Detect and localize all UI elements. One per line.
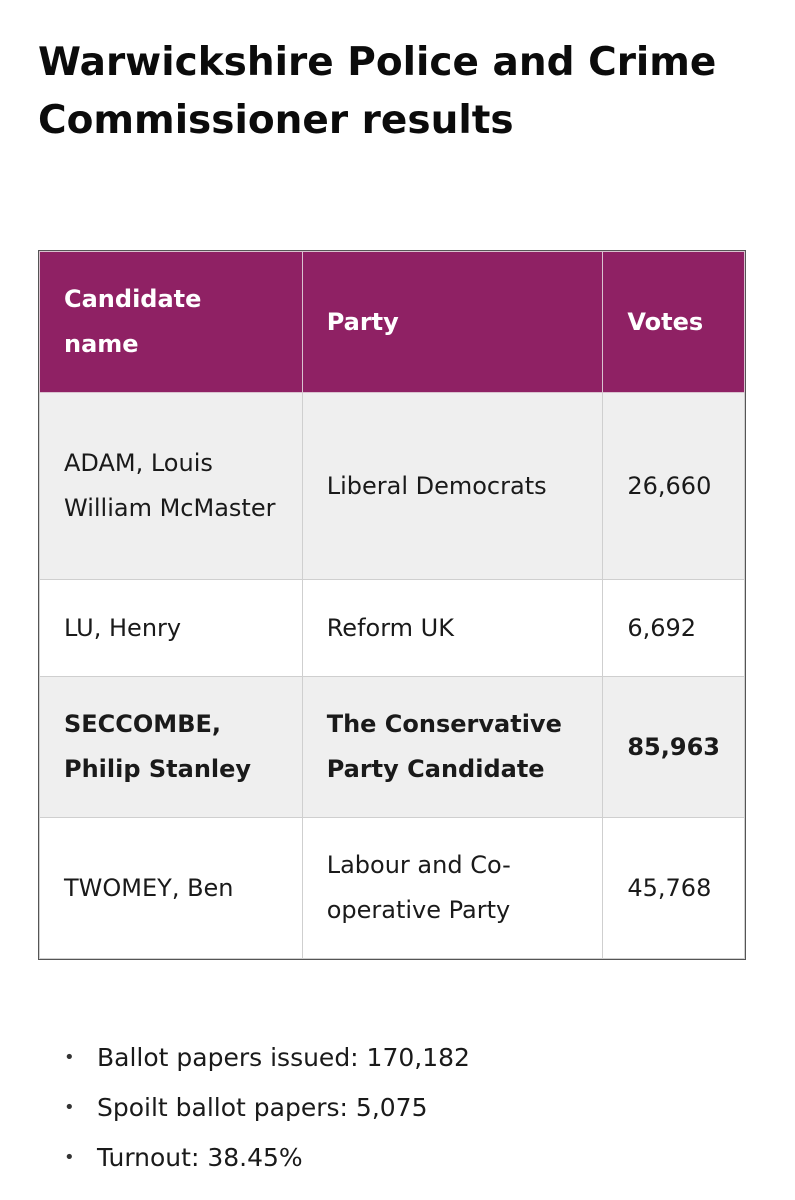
votes-cell: 6,692: [603, 580, 745, 677]
candidate-name-cell: LU, Henry: [40, 580, 303, 677]
candidate-name-cell: TWOMEY, Ben: [40, 818, 303, 959]
column-header-votes: Votes: [603, 252, 745, 393]
candidate-name-cell: SECCOMBE, Philip Stanley: [40, 677, 303, 818]
list-item-spoilt-ballot-papers: [60, 1083, 470, 1133]
table-row: [40, 580, 745, 677]
list-item-ballot-papers-issued: [60, 1033, 470, 1083]
page-title: Warwickshire Police and Crime Commissioner results: [38, 40, 717, 143]
column-header-party: Party: [302, 252, 603, 393]
column-header-candidate-name: Candidate name: [40, 252, 303, 393]
bullet-icon: •: [64, 1097, 75, 1118]
bullet-icon: •: [64, 1047, 75, 1068]
party-cell: Liberal Democrats: [302, 393, 603, 580]
votes-cell: 26,660: [603, 393, 745, 580]
results-table: [39, 251, 745, 959]
votes-cell: 85,963: [603, 677, 745, 818]
candidate-name-cell: ADAM, Louis William McMaster: [40, 393, 303, 580]
list-item-turnout: [60, 1133, 470, 1183]
stat-text: Turnout: 38.45%: [97, 1143, 303, 1172]
party-cell: The Conservative Party Candidate: [302, 677, 603, 818]
table-header-row: [40, 252, 745, 393]
table-row: [40, 818, 745, 959]
stat-text: Spoilt ballot papers: 5,075: [97, 1093, 428, 1122]
stat-text: Ballot papers issued: 170,182: [97, 1043, 470, 1072]
votes-cell: 45,768: [603, 818, 745, 959]
party-cell: Reform UK: [302, 580, 603, 677]
table-row-elected: [40, 677, 745, 818]
results-statistics-list: [60, 1033, 470, 1183]
table-row: [40, 393, 745, 580]
party-cell: Labour and Co-operative Party: [302, 818, 603, 959]
bullet-icon: •: [64, 1147, 75, 1168]
